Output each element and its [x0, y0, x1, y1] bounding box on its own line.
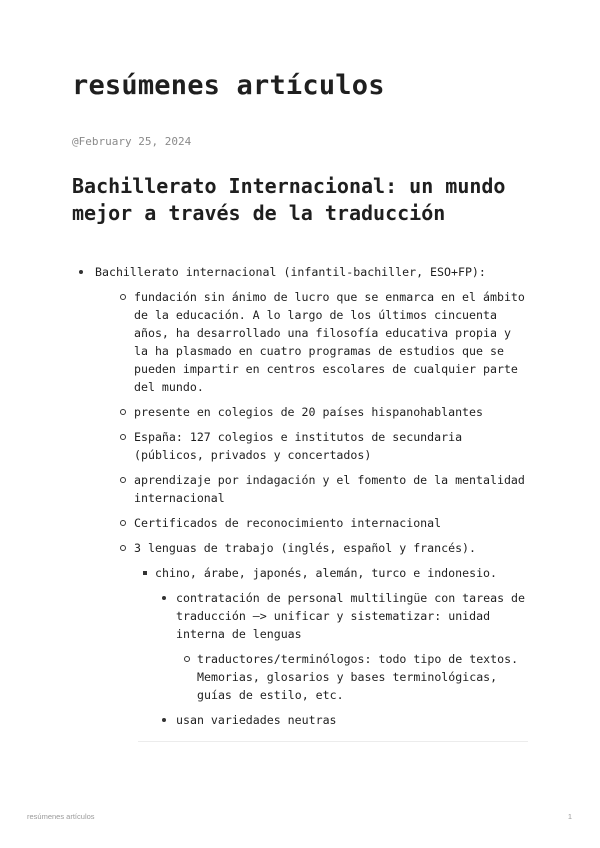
- list-item: [160, 589, 527, 704]
- list-item: [139, 564, 527, 729]
- section-heading: Bachillerato Internacional: un mundo mejor a través de la traducción: [72, 174, 506, 225]
- page-number: 1: [567, 812, 572, 821]
- list-item: [117, 428, 527, 464]
- list-item-text: 3 lenguas de trabajo (inglés, español y francés).: [134, 541, 477, 555]
- list-item-text: España: 127 colegios e institutos de secundaria (públicos, privados y concertados): [134, 430, 463, 462]
- list-item: [117, 403, 527, 421]
- list-item-text: traductores/terminólogos: todo tipo de textos. Memorias, glosarios y bases terminológicas, guías de estilo, etc.: [197, 652, 519, 702]
- list-item-text: contratación de personal multilingüe con tareas de traducción —> unificar y sistematizar: unidad interna de lenguas: [176, 591, 526, 641]
- divider: [138, 741, 528, 742]
- list-item: [117, 514, 527, 532]
- list-item-text: fundación sin ánimo de lucro que se enmarca en el ámbito de la educación. A lo largo de los últimos cincuenta años, ha desarrollado una filosofía educativa propia y la ha plasmado en cuatro programas de estudios que se pueden impartir en centros escolares de cualquier parte del mundo.: [134, 290, 525, 394]
- list-item: [160, 711, 527, 729]
- list-item: [117, 471, 527, 507]
- list-item: [117, 288, 527, 396]
- list-item-text: Certificados de reconocimiento internacional: [134, 516, 442, 530]
- page-title: resúmenes artículos: [72, 70, 385, 101]
- footer-title: resúmenes artículos: [27, 812, 95, 821]
- list-item-text: presente en colegios de 20 países hispanohablantes: [134, 405, 484, 419]
- list-item-text: aprendizaje por indagación y el fomento de la mentalidad internacional: [134, 473, 525, 505]
- list-item: [77, 263, 527, 729]
- outline-list: [77, 263, 527, 736]
- list-item-text: Bachillerato internacional (infantil-bachiller, ESO+FP):: [95, 265, 486, 279]
- list-item-text: usan variedades neutras: [176, 713, 337, 727]
- list-item-text: chino, árabe, japonés, alemán, turco e indonesio.: [155, 566, 498, 580]
- list-item: [117, 539, 527, 729]
- page-date: @February 25, 2024: [72, 135, 192, 148]
- list-item: [181, 650, 527, 704]
